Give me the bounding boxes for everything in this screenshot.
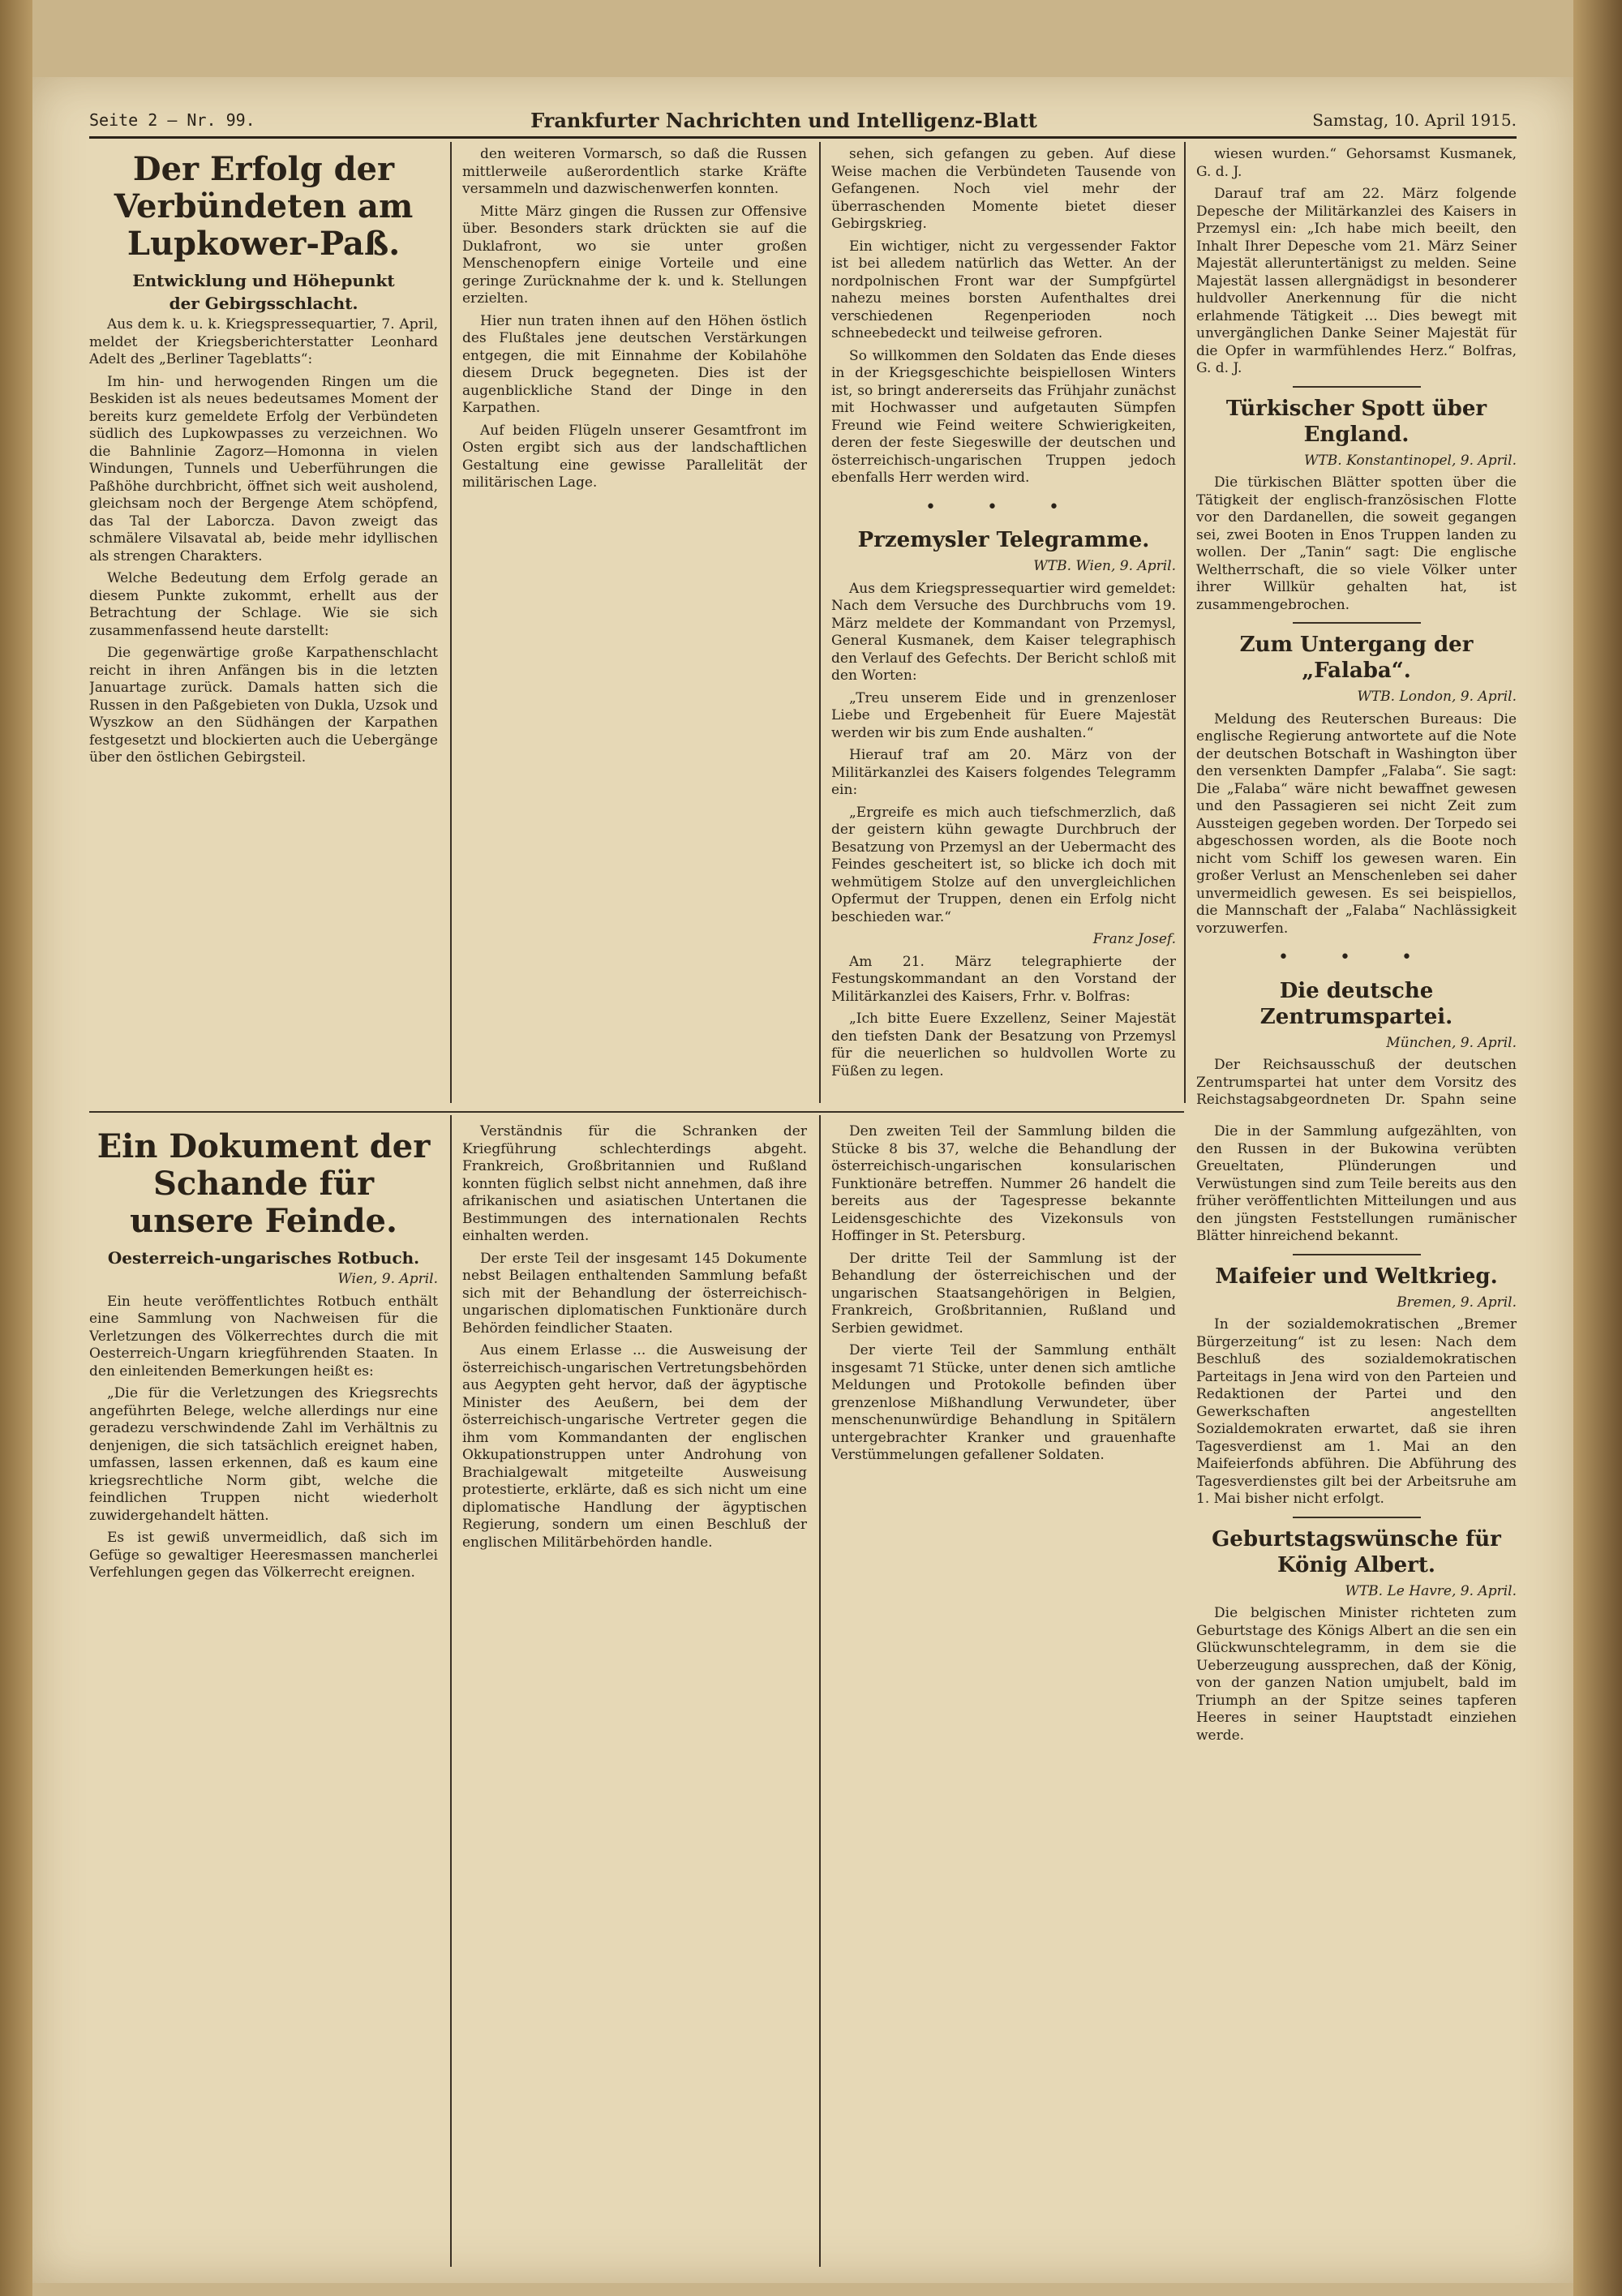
page-header bbox=[89, 104, 1517, 139]
paragraph: Der Reichsausschuß der deutschen Zentrumspartei hat unter dem Vorsitz des Reichstagsabgeordneten Dr. Spahn seine bbox=[1196, 1057, 1517, 1107]
paragraph: „Die für die Verletzungen des Kriegsrechts angeführten Belege, welche allerdings nur eine geradezu verschwindende Zahl im Verhältnis zu denjenigen, die sich tatsächlich ereignet haben, umfassen, lassen erkennen, daß es kaum eine kriegsrechtliche Norm gibt, welche die feindlichen Truppen nicht wiederholt zuwidergehandelt hätten. bbox=[89, 1385, 438, 1524]
divider bbox=[1293, 1254, 1421, 1255]
paragraph: In der sozialdemokratischen „Bremer Bürgerzeitung“ ist zu lesen: Nach dem Beschluß des sozialdemokratischen Parteitags in Jena wird von den Parteien und Redaktionen der Partei und den Gewerkschaften angestellten Sozialdemokraten erwartet, daß sie ihren Tagesverdienst am 1. Mai an den Maifeierfonds abführen. Die Abführung des Tagesverdienstes gilt bei der Arbeitsruhe am 1. Mai bisher nicht erfolgt. bbox=[1196, 1316, 1517, 1507]
paragraph: Die gegenwärtige große Karpathenschlacht reicht in ihren Anfängen bis in die letzten Januartage zurück. Damals hatten sich die Russen in den Paßgebieten von Dukla, Uzsok und Wyszkow an den Südhängen der Karpathen festgesetzt und blockierten auch die Uebergänge über den östlichen Gebirgsteil. bbox=[89, 645, 438, 766]
paragraph: Im hin- und herwogenden Ringen um die Beskiden ist als neues bedeutsames Moment der bereits kurz gemeldete Erfolg der Verbündeten südlich des Lupkowpasses zu verzeichnen. Wo die Bahnlinie Zagorz—Homonna in vielen Windungen, Tunnels und Ueberführungen die Paßhöhe durchbricht, öffnet sich weit ausholend, gleichsam noch der Bergenge Atem schöpfend, das Tal der Laborcza. Davon zweigt das schmälere Vilsavatal ab, beide mehr idyllischen als strengen Charakters. bbox=[89, 373, 438, 564]
column-rule bbox=[1184, 142, 1186, 1103]
paragraph: Hierauf traf am 20. März von der Militärkanzlei des Kaisers folgendes Telegramm ein: bbox=[831, 747, 1176, 798]
paragraph: Am 21. März telegraphierte der Festungskommandant an den Vorstand der Militärkanzlei des Kaisers, Frhr. v. Bolfras: bbox=[831, 953, 1176, 1005]
article-dokument-column-3 bbox=[831, 1123, 1176, 2259]
dateline: Wien, 9. April. bbox=[337, 1271, 438, 1287]
dateline: WTB. Konstantinopel, 9. April. bbox=[1303, 452, 1517, 469]
article-headline: Ein Dokument der Schande für unsere Feinde. bbox=[97, 1127, 431, 1240]
article-lupkow-column-2 bbox=[462, 146, 807, 1107]
article-headline: Der Erfolg der Verbündeten am Lupkower-Paß. bbox=[114, 150, 414, 263]
przemysl-headline: Przemysler Telegramme. bbox=[857, 528, 1150, 552]
paragraph: Der erste Teil der insgesamt 145 Dokumente nebst Beilagen enthaltenden Sammlung befaßt sich mit der Behandlung der österreichisch-ungarischen diplomatischen Funktionäre durch Behörden feindlicher Staaten. bbox=[462, 1250, 807, 1337]
paragraph: Die türkischen Blätter spotten über die Tätigkeit der englisch-französischen Flotte vor den Dardanellen, die soweit gegangen sei, zwei Booten in Enos Truppen landen zu wollen. Der „Tanin“ sagt: Die englische Weltherrschaft, die so viele Völker unter ihrer Willkür gehalten hat, ist zusammengebrochen. bbox=[1196, 474, 1517, 613]
paragraph: Hier nun traten ihnen auf den Höhen östlich des Flußtales jene deutschen Verstärkungen entgegen, die mit Einnahme der Kobilahöhe diesem Druck begegneten. Dies ist der augenblickliche Stand der Dinge in den Karpathen. bbox=[462, 312, 807, 416]
signature: Franz Josef. bbox=[1092, 931, 1176, 947]
page-binding-right bbox=[1573, 0, 1622, 2296]
news-column-4-lower bbox=[1196, 1123, 1517, 2259]
column-rule bbox=[450, 1115, 452, 2267]
paragraph: Verständnis für die Schranken der Kriegführung schlechterdings abgeht. Frankreich, Großbritannien und Rußland konnten füglich selbst nicht annehmen, daß ihre afrikanischen und asiatischen Untertanen die Bestimmungen des internationalen Rechts einhalten werden. bbox=[462, 1123, 807, 1244]
section-divider-dots: • • • bbox=[1278, 947, 1435, 968]
paragraph: Aus einem Erlasse ... die Ausweisung der österreichisch-ungarischen Vertretungsbehörden aus Aegypten geht hervor, daß der ägyptische Minister des Aeußern, bei dem der österreichisch-ungarische Vertreter gegen die ihm vom Kommandanten der englischen Okkupationstruppen unter Androhung von Brachialgewalt mitgeteilte Ausweisung protestierte, erklärte, daß es sich nicht um eine diplomatische Handlung der ägyptischen Regierung, sondern um einen Beschluß der englischen Militärbehörden handle. bbox=[462, 1342, 807, 1551]
geburtstag-headline: Geburtstagswünsche für König Albert. bbox=[1212, 1526, 1501, 1577]
divider bbox=[1293, 386, 1421, 388]
article-lupkow-column-1 bbox=[89, 146, 438, 1107]
paragraph: den weiteren Vormarsch, so daß die Russen mittlerweile außerordentlich starke Kräfte versammeln und dazwischenwerfen konnten. bbox=[462, 146, 807, 197]
paragraph: Ein wichtiger, nicht zu vergessender Faktor ist bei alledem natürlich das Wetter. An der nordpolnischen Front war der Sumpfgürtel nahezu meines borsten Aufenthaltes drei verschiedenen Regenperioden noch schneebedeckt und teilweise gefroren. bbox=[831, 238, 1176, 341]
paragraph: Auf beiden Flügeln unserer Gesamtfront im Osten ergibt sich aus der landschaftlichen Gestaltung eine gewisse Parallelität der militärischen Lage. bbox=[462, 422, 807, 491]
column-rule bbox=[450, 142, 452, 1103]
paragraph: Aus dem Kriegspressequartier wird gemeldet: Nach dem Versuche des Durchbruchs vom 19. März meldete der Kommandant von Przemysl, General Kusmanek, dem Kaiser telegraphisch den Verlauf des Gefechts. Der Bericht schloß mit den Worten: bbox=[831, 580, 1176, 684]
paragraph: Der vierte Teil der Sammlung enthält insgesamt 71 Stücke, unter denen sich amtliche Meldungen und Protokolle befinden über grenzenlose Mißhandlung Verwundeter, über menschenunwürdige Behandlung in Spitälern untergebrachter Kranker und grauenhafte Verstümmelungen gefallener Soldaten. bbox=[831, 1342, 1176, 1463]
article-dokument-column-1 bbox=[89, 1123, 438, 2259]
section-divider-dots: • • • bbox=[925, 496, 1082, 517]
paragraph: Darauf traf am 22. März folgende Depesche der Militärkanzlei des Kaisers in Przemysl ein: „Ich habe mich beeilt, den Inhalt Ihrer Depesche vom 21. März Seiner Majestät alleruntertänigst zu melden. Seine Majestät lassen allergnädigst in besonderer huldvoller Anerkennung für die nicht erlahmende Tätigkeit ... Dies bewegt mit unvergänglichen Danke Seiner Majestät für die Opfer in warmfühlendes Herz.“ Bolfras, G. d. J. bbox=[1196, 186, 1517, 376]
article-subhead: Oesterreich-ungarisches Rotbuch. bbox=[107, 1248, 420, 1268]
paragraph: So willkommen den Soldaten das Ende dieses in der Kriegsgeschichte beispiellosen Winters ist, so bringt andererseits das Frühjahr zunächst mit Hochwasser und aufgetauten Sümpfen Freund wie Feind weitere Schwierigkeiten, deren der feste Siegeswille der deutschen und österreichisch-ungarischen Truppen jedoch ebenfalls Herr werden wird. bbox=[831, 347, 1176, 486]
paragraph: „Ich bitte Euere Exzellenz, Seiner Majestät den tiefsten Dank der Besatzung von Przemysl für die neuerlichen so huldvollen Worte zu Füßen zu legen. bbox=[831, 1011, 1176, 1079]
dateline: WTB. Wien, 9. April. bbox=[1033, 558, 1176, 574]
paragraph: Es ist gewiß unvermeidlich, daß sich im Gefüge so gewaltiger Heeresmassen mancherlei Verfehlungen gegen das Völkerrecht ereignen. bbox=[89, 1530, 438, 1581]
dateline: München, 9. April. bbox=[1386, 1034, 1517, 1051]
divider bbox=[1293, 1517, 1421, 1518]
dateline: Bremen, 9. April. bbox=[1397, 1294, 1517, 1311]
falaba-headline: Zum Untergang der „Falaba“. bbox=[1239, 633, 1474, 683]
article-dokument-column-2 bbox=[462, 1123, 807, 2259]
section-rule bbox=[89, 1111, 1184, 1113]
maifeier-headline: Maifeier und Weltkrieg. bbox=[1215, 1264, 1498, 1289]
newspaper-title: Frankfurter Nachrichten und Intelligenz-Blatt bbox=[530, 108, 1037, 132]
issue-date: Samstag, 10. April 1915. bbox=[1312, 110, 1517, 130]
spott-headline: Türkischer Spott über England. bbox=[1225, 396, 1487, 447]
article-subhead: der Gebirgsschlacht. bbox=[169, 294, 358, 313]
paragraph: Den zweiten Teil der Sammlung bilden die Stücke 8 bis 37, welche die Behandlung der österreichisch-ungarischen konsularischen Funktionäre betreffen. Nummer 26 handelt die bereits aus der Tagespresse bekannte Leidensgeschichte des Vizekonsuls von Hoffinger in St. Petersburg. bbox=[831, 1123, 1176, 1244]
paragraph: Welche Bedeutung dem Erfolg gerade an diesem Punkte zukommt, erhellt aus der Betrachtung der Schlage. Wie sie sich zusammenfassend heute darstellt: bbox=[89, 570, 438, 639]
paragraph: „Treu unserem Eide und in grenzenloser Liebe und Ergebenheit für Euere Majestät werden wir bis zum Ende aushalten.“ bbox=[831, 689, 1176, 741]
paragraph: Mitte März gingen die Russen zur Offensive über. Besonders stark drückten sie auf die Duklafront, wo sie unter großen Menschenopfern einige Vorteile und eine geringe Zurücknahme der k. und k. Stellungen erzielten. bbox=[462, 203, 807, 307]
paragraph: Die belgischen Minister richteten zum Geburtstage des Königs Albert an die sen ein Glückwunschtelegramm, in dem sie die Ueberzeugung aussprechen, daß der König, von der ganzen Nation umjubelt, bald im Triumph an der Spitze seines tapferen Heeres in seiner Hauptstadt einziehen werde. bbox=[1196, 1605, 1517, 1744]
paragraph: Ein heute veröffentlichtes Rotbuch enthält eine Sammlung von Nachweisen für die Verletzungen des Völkerrechtes durch die mit Oesterreich-Ungarn kriegführenden Staaten. In den einleitenden Bemerkungen heißt es: bbox=[89, 1293, 438, 1380]
column-rule bbox=[819, 1115, 821, 2267]
article-lupkow-column-3 bbox=[831, 146, 1176, 1107]
zentrum-headline: Die deutsche Zentrumspartei. bbox=[1259, 978, 1453, 1029]
article-subhead: Entwicklung und Höhepunkt bbox=[132, 271, 395, 290]
dateline: WTB. Le Havre, 9. April. bbox=[1345, 1582, 1517, 1599]
page-binding-left bbox=[0, 0, 32, 2296]
page-number: Seite 2 — Nr. 99. bbox=[89, 110, 255, 130]
paragraph: Die in der Sammlung aufgezählten, von den Russen in der Bukowina verübten Greueltaten, Plünderungen und Verwüstungen sind zum Teile bereits aus den früher veröffentlichten Mitteilungen und aus den jüngsten Feststellungen rumänischer Blätter hinreichend bekannt. bbox=[1196, 1123, 1517, 1244]
paragraph: sehen, sich gefangen zu geben. Auf diese Weise machen die Verbündeten Tausende von Gefangenen. Noch viel mehr der überraschenden Momente bietet dieser Gebirgskrieg. bbox=[831, 146, 1176, 232]
news-column-4 bbox=[1196, 146, 1517, 1107]
divider bbox=[1293, 622, 1421, 624]
paragraph: Aus dem k. u. k. Kriegspressequartier, 7. April, meldet der Kriegsberichterstatter Leonhard Adelt des „Berliner Tageblatts“: bbox=[89, 316, 438, 367]
paragraph: wiesen wurden.“ Gehorsamst Kusmanek, G. d. J. bbox=[1196, 146, 1517, 180]
paragraph: Der dritte Teil der Sammlung ist der Behandlung der österreichischen und der ungarischen Staatsangehörigen in Belgien, Frankreich, Großbritannien, Rußland und Serbien gewidmet. bbox=[831, 1250, 1176, 1337]
column-rule bbox=[819, 142, 821, 1103]
paragraph: Meldung des Reuterschen Bureaus: Die englische Regierung antwortete auf die Note der deutschen Botschaft in Washington über den versenkten Dampfer „Falaba“. Sie sagt: Die „Falaba“ wäre nicht bewaffnet gewesen und den Passagieren sei nicht Zeit zum Aussteigen gegeben worden. Der Torpedo sei abgeschossen worden, als die Boote noch nicht vom Schiff los gewesen waren. Ein großer Verlust an Menschenleben sei daher unvermeidlich gewesen. Es sei beispiellos, die Mannschaft der „Falaba“ Nachlässigkeit vorzuwerfen. bbox=[1196, 710, 1517, 937]
dateline: WTB. London, 9. April. bbox=[1357, 689, 1517, 705]
paragraph: „Ergreife es mich auch tiefschmerzlich, daß der geistern kühn gewagte Durchbruch der Besatzung von Przemysl an der Uebermacht des Feindes gescheitert ist, so blicke ich doch mit wehmütigem Stolze auf den unvergleichlichen Opfermut der Truppen, denen ein Erfolg nicht beschieden war.“ bbox=[831, 804, 1176, 925]
